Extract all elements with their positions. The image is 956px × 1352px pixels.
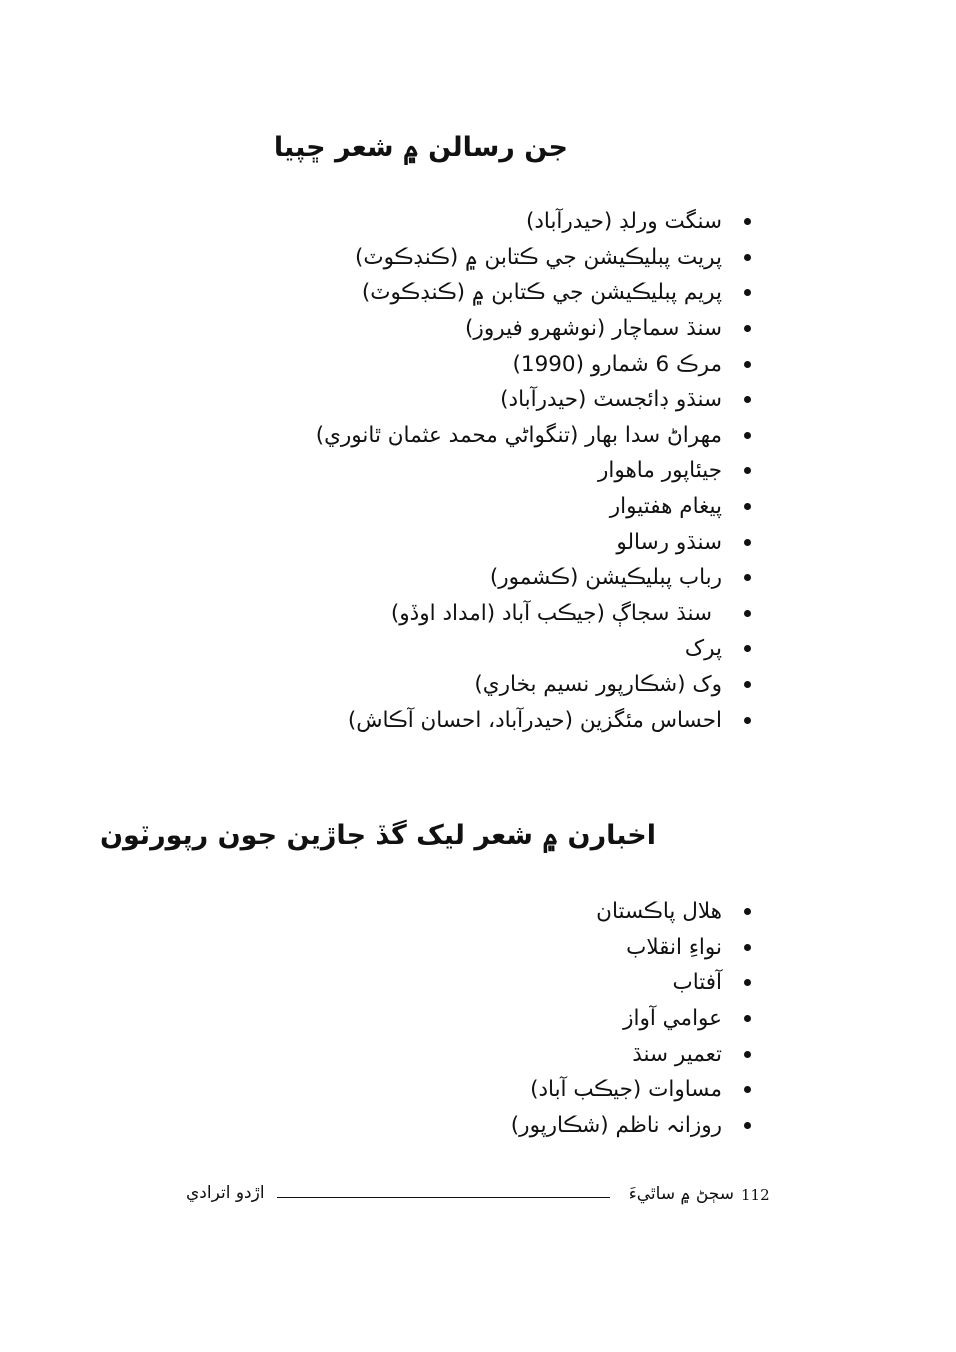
page-number: 112 xyxy=(741,1186,770,1204)
list-item xyxy=(316,346,751,382)
list-item xyxy=(316,596,751,632)
bullet-icon xyxy=(744,645,751,652)
footer-section-title: اڙدو اترادي xyxy=(186,1183,265,1203)
bullet-icon xyxy=(744,361,751,368)
bullet-icon xyxy=(744,681,751,688)
bullet-icon xyxy=(744,1015,751,1022)
list-item-text: وک (شڪارپور نسيم بخاري) xyxy=(474,672,722,698)
section-heading-magazines: جن رسالن ۾ شعر ڇپيا xyxy=(273,132,568,163)
bullet-icon xyxy=(744,432,751,439)
list-item xyxy=(316,489,751,525)
list-item xyxy=(316,631,751,667)
page-footer xyxy=(0,1183,956,1213)
newspapers-list xyxy=(511,894,751,1143)
list-item xyxy=(316,311,751,347)
list-item-text: پريت پبليڪيشن جي ڪتابن ۾ (ڪنڊڪوٽ) xyxy=(355,244,722,270)
section-heading-newspapers: اخبارن ۾ شعر ليک گڏ جاڙين جون رپورٽون xyxy=(99,820,656,851)
bullet-icon xyxy=(744,325,751,332)
list-item xyxy=(316,275,751,311)
list-item-text: پريم پبليڪيشن جي ڪتابن ۾ (ڪنڊڪوٽ) xyxy=(361,280,722,306)
bullet-icon xyxy=(744,717,751,724)
list-item xyxy=(316,418,751,454)
list-item-text: مساوات (جيڪب آباد) xyxy=(530,1077,722,1103)
list-item xyxy=(511,1108,751,1144)
list-item xyxy=(316,667,751,703)
list-item xyxy=(316,382,751,418)
bullet-icon xyxy=(744,979,751,986)
bullet-icon xyxy=(744,289,751,296)
footer-divider xyxy=(277,1197,610,1198)
magazines-list xyxy=(316,204,751,738)
list-item xyxy=(316,240,751,276)
list-item-text: آفتاب xyxy=(672,970,722,996)
list-item-text: جيئاپور ماهوار xyxy=(598,458,722,484)
list-item-text: مرڪ 6 شمارو (1990) xyxy=(512,351,722,377)
list-item xyxy=(511,894,751,930)
list-item-text: سنڌو رسالو xyxy=(616,529,722,555)
bullet-icon xyxy=(744,1122,751,1129)
bullet-icon xyxy=(744,254,751,261)
list-item xyxy=(511,1001,751,1037)
bullet-icon xyxy=(744,610,751,617)
bullet-icon xyxy=(744,1086,751,1093)
list-item xyxy=(511,965,751,1001)
list-item-text: روزانہ ناظم (شڪارپور) xyxy=(510,1112,722,1138)
list-item xyxy=(316,702,751,738)
bullet-icon xyxy=(744,574,751,581)
list-item-text: نواءِ انقلاب xyxy=(626,934,722,960)
list-item xyxy=(511,1036,751,1072)
list-item-text: تعمير سنڌ xyxy=(632,1041,722,1067)
list-item-text: پيغام هفتيوار xyxy=(609,494,722,520)
list-item-text: سنڌ سماچار (نوشهرو فيروز) xyxy=(465,316,722,342)
list-item-text: احساس مئگزين (حيدرآباد، احسان آڪاش) xyxy=(347,707,722,733)
list-item xyxy=(316,560,751,596)
bullet-icon xyxy=(744,944,751,951)
bullet-icon xyxy=(744,908,751,915)
list-item-text: مهراڻ سدا بهار (تنگواڻي محمد عثمان ٿانوري) xyxy=(315,422,722,448)
bullet-icon xyxy=(744,218,751,225)
list-item xyxy=(316,524,751,560)
list-item xyxy=(316,204,751,240)
list-item-text: عوامي آواز xyxy=(623,1006,722,1032)
bullet-icon xyxy=(744,503,751,510)
list-item-text: سنگت ورلڊ (حيدرآباد) xyxy=(525,209,722,235)
list-item xyxy=(511,930,751,966)
footer-book-title: سڄڻ ۾ ساٿيءَ xyxy=(628,1184,734,1204)
list-item-text: پرک xyxy=(684,636,722,662)
bullet-icon xyxy=(744,467,751,474)
list-item-text: هلال پاڪستان xyxy=(596,899,722,925)
list-item-text: رباب پبليڪيشن (ڪشمور) xyxy=(489,565,722,591)
list-item-text: سنڌ سجاڳ (جيڪب آباد (امداد اوڏو) xyxy=(390,600,712,626)
bullet-icon xyxy=(744,1051,751,1058)
bullet-icon xyxy=(744,396,751,403)
list-item xyxy=(511,1072,751,1108)
list-item xyxy=(316,453,751,489)
bullet-icon xyxy=(744,539,751,546)
list-item-text: سنڌو ڊائجسٽ (حيدرآباد) xyxy=(500,387,722,413)
